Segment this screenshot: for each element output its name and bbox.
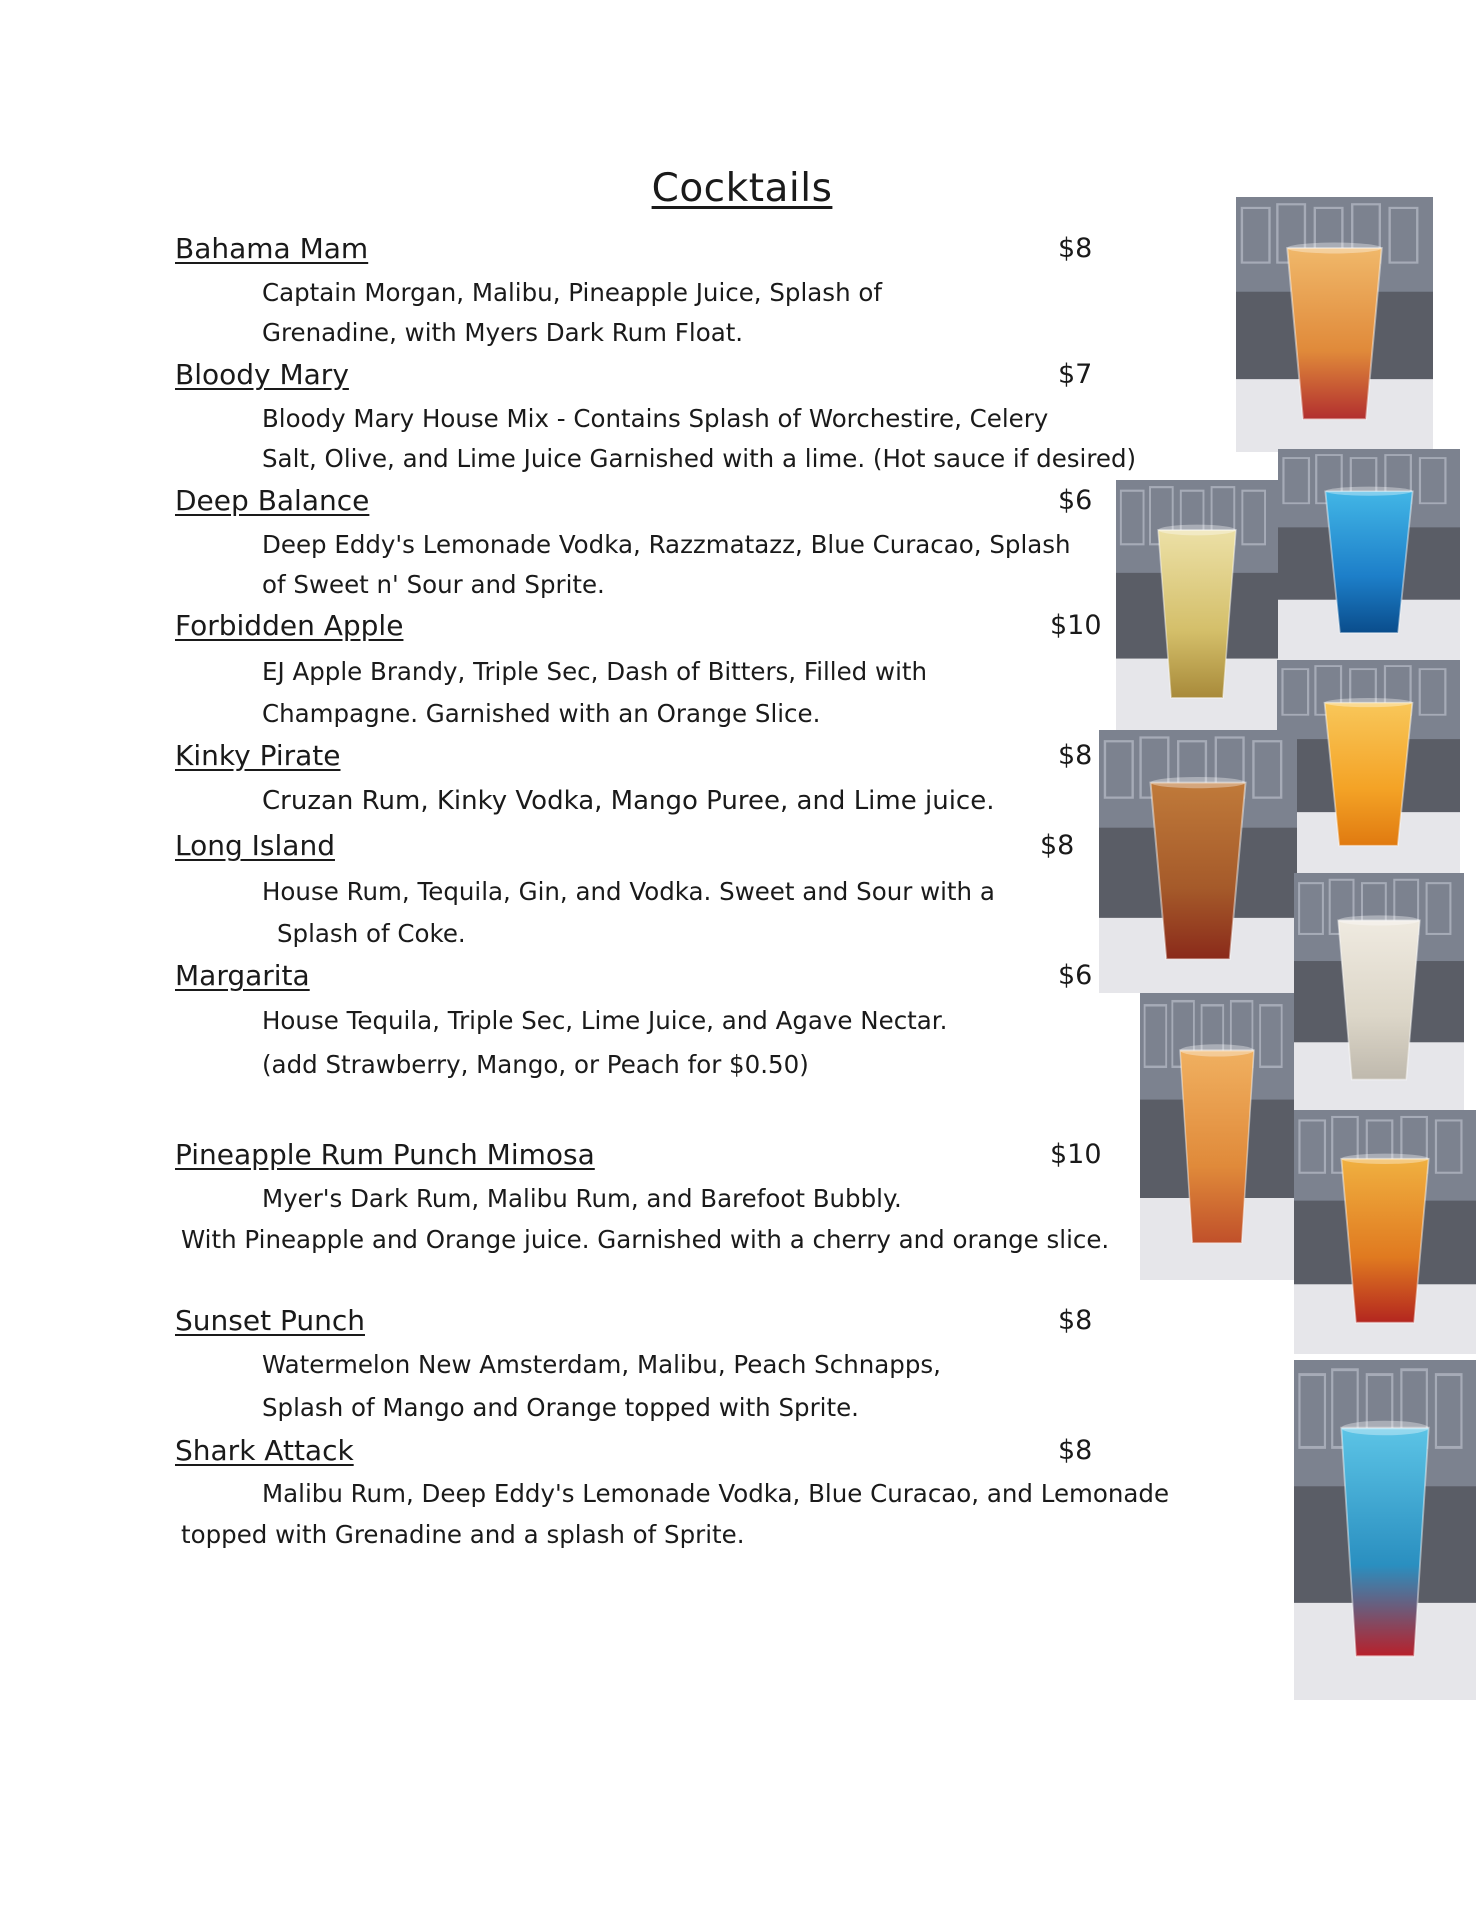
item-desc-line: Deep Eddy's Lemonade Vodka, Razzmatazz, Blue Curacao, Splash xyxy=(262,530,1071,559)
item-name-forbidden-apple: Forbidden Apple xyxy=(175,609,404,642)
item-price-long-island: $8 xyxy=(1040,830,1075,861)
item-name-long-island: Long Island xyxy=(175,829,335,862)
forbidden-apple-drink xyxy=(1116,480,1278,730)
item-desc-line: House Tequila, Triple Sec, Lime Juice, and Agave Nectar. xyxy=(262,1006,948,1035)
item-name-kinky-pirate: Kinky Pirate xyxy=(175,739,341,772)
deep-balance-drink xyxy=(1278,449,1460,660)
long-island-drink xyxy=(1099,730,1297,993)
kinky-pirate-drink xyxy=(1277,660,1460,873)
lemonade-drink xyxy=(1294,873,1464,1110)
item-price-sunset-punch: $8 xyxy=(1058,1305,1093,1336)
item-desc-line: Salt, Olive, and Lime Juice Garnished with a lime. (Hot sauce if desired) xyxy=(262,444,1137,473)
item-name-bloody-mary: Bloody Mary xyxy=(175,358,349,391)
item-desc-line: Splash of Mango and Orange topped with Sprite. xyxy=(262,1393,859,1422)
item-desc-line: Grenadine, with Myers Dark Rum Float. xyxy=(262,318,744,347)
item-desc-line: Champagne. Garnished with an Orange Slice. xyxy=(262,699,821,728)
item-name-bahama-mam: Bahama Mam xyxy=(175,232,369,265)
item-price-shark-attack: $8 xyxy=(1058,1435,1093,1466)
sunset-punch-drink xyxy=(1294,1110,1476,1354)
item-desc-line: Splash of Coke. xyxy=(277,919,466,948)
item-desc-line: of Sweet n' Sour and Sprite. xyxy=(262,570,605,599)
item-desc-line: With Pineapple and Orange juice. Garnished with a cherry and orange slice. xyxy=(181,1225,1110,1254)
item-desc-line: Watermelon New Amsterdam, Malibu, Peach Schnapps, xyxy=(262,1350,941,1379)
item-price-kinky-pirate: $8 xyxy=(1058,740,1093,771)
bahama-mama-drink xyxy=(1236,197,1433,452)
item-name-sunset-punch: Sunset Punch xyxy=(175,1304,365,1337)
item-desc-line: (add Strawberry, Mango, or Peach for $0.50) xyxy=(262,1050,809,1079)
item-price-deep-balance: $6 xyxy=(1058,485,1093,516)
item-desc-line: Bloody Mary House Mix - Contains Splash of Worchestire, Celery xyxy=(262,404,1049,433)
item-desc-line: topped with Grenadine and a splash of Sprite. xyxy=(181,1520,745,1549)
item-name-shark-attack: Shark Attack xyxy=(175,1434,354,1467)
menu-title: Cocktails xyxy=(651,166,833,211)
item-desc-line: Myer's Dark Rum, Malibu Rum, and Barefoot Bubbly. xyxy=(262,1184,902,1213)
item-price-margarita: $6 xyxy=(1058,960,1093,991)
item-desc-line: Captain Morgan, Malibu, Pineapple Juice, Splash of xyxy=(262,278,883,307)
item-desc-line: Malibu Rum, Deep Eddy's Lemonade Vodka, Blue Curacao, and Lemonade xyxy=(262,1479,1170,1508)
item-desc-line: EJ Apple Brandy, Triple Sec, Dash of Bitters, Filled with xyxy=(262,657,928,686)
item-price-bloody-mary: $7 xyxy=(1058,359,1093,390)
item-price-forbidden-apple: $10 xyxy=(1050,610,1102,641)
shark-attack-drink xyxy=(1294,1360,1476,1700)
item-price-bahama-mam: $8 xyxy=(1058,233,1093,264)
item-name-margarita: Margarita xyxy=(175,959,310,992)
item-desc-line: House Rum, Tequila, Gin, and Vodka. Sweet and Sour with a xyxy=(262,877,995,906)
item-price-pineapple-rum-punch-mimosa: $10 xyxy=(1050,1139,1102,1170)
item-name-deep-balance: Deep Balance xyxy=(175,484,370,517)
item-desc-line: Cruzan Rum, Kinky Vodka, Mango Puree, and Lime juice. xyxy=(262,786,995,816)
item-name-pineapple-rum-punch-mimosa: Pineapple Rum Punch Mimosa xyxy=(175,1138,595,1171)
mimosa-drink xyxy=(1140,993,1294,1280)
